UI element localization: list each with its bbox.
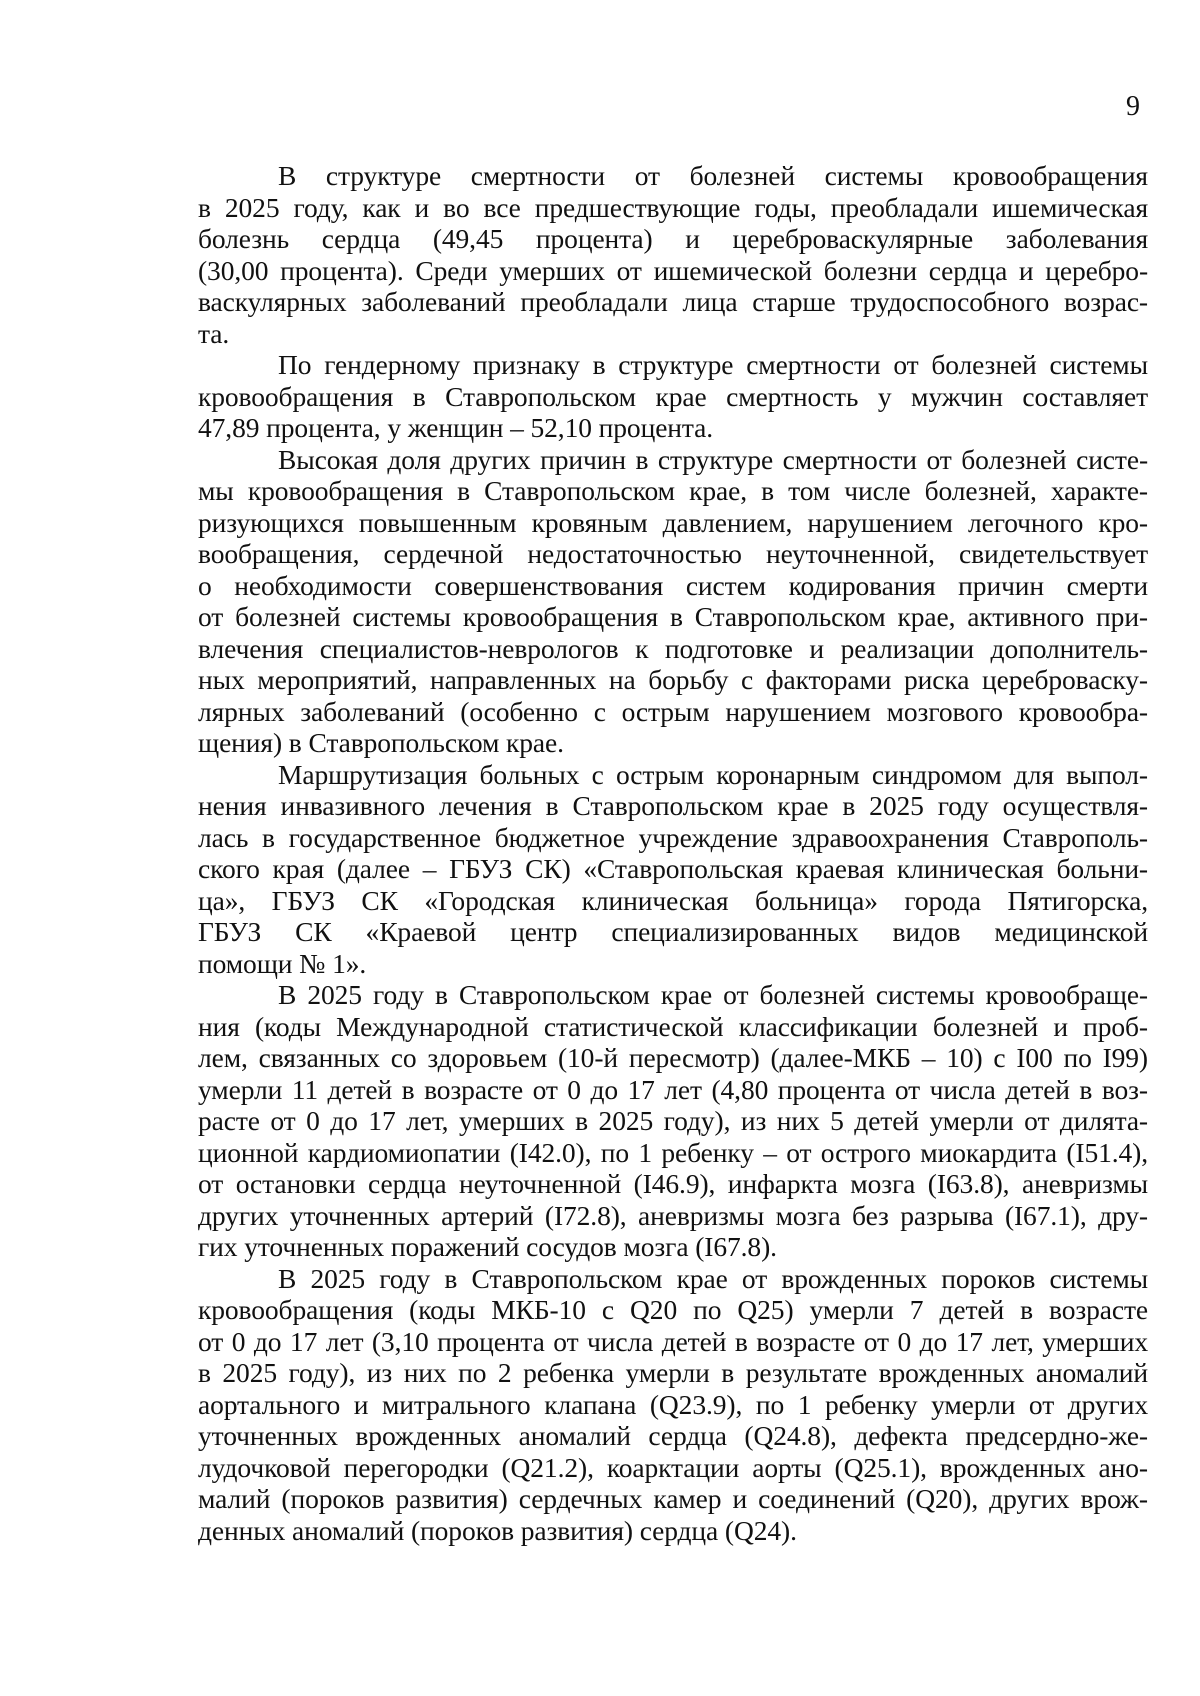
paragraph-line: Маршрутизация больных с острым коронарным синдромом для выпол- xyxy=(278,758,1148,790)
paragraph-line: лась в государственное бюджетное учреждение здравоохранения Ставрополь- xyxy=(198,821,1148,853)
paragraph-line: нения инвазивного лечения в Ставропольском крае в 2025 году осуществля- xyxy=(198,790,1148,821)
paragraph xyxy=(198,160,1148,349)
paragraph-line: мы кровообращения в Ставропольском крае, в том числе болезней, характе- xyxy=(198,475,1148,506)
paragraph-line: ца», ГБУЗ СК «Городская клиническая больница» города Пятигорска, xyxy=(198,884,1148,916)
paragraph xyxy=(198,759,1148,980)
paragraph-line: вообращения, сердечной недостаточностью неуточненной, свидетельствует xyxy=(198,538,1148,569)
paragraph-line: расте от 0 до 17 лет, умерших в 2025 году), из них 5 детей умерли от дилята- xyxy=(198,1105,1148,1136)
paragraph-line: В структуре смертности от болезней системы кровообращения xyxy=(278,160,1148,191)
paragraph-line: помощи № 1». xyxy=(198,947,367,979)
paragraph-line: денных аномалий (пороков развития) сердца (Q24). xyxy=(198,1514,797,1546)
paragraph-line: о необходимости совершенствования систем кодирования причин смерти xyxy=(198,569,1148,601)
paragraph xyxy=(198,1263,1148,1547)
paragraph-line: кровообращения (коды МКБ-10 с Q20 по Q25) умерли 7 детей в возрасте xyxy=(198,1294,1148,1325)
paragraph-line: ского края (далее – ГБУЗ СК) «Ставропольская краевая клиническая больни- xyxy=(198,853,1148,884)
paragraph-line: щения) в Ставропольском крае. xyxy=(198,727,564,758)
paragraph-line: от болезней системы кровообращения в Ставропольском крае, активного при- xyxy=(198,601,1148,632)
paragraph-line: лярных заболеваний (особенно с острым нарушением мозгового кровообра- xyxy=(198,695,1148,727)
paragraph-line: аортального и митрального клапана (Q23.9), по 1 ребенку умерли от других xyxy=(198,1388,1148,1420)
paragraph-line: в 2025 году, как и во все предшествующие годы, преобладали ишемическая xyxy=(198,191,1148,223)
paragraph xyxy=(198,444,1148,759)
page-number: 9 xyxy=(1126,91,1140,122)
paragraph-line: ГБУЗ СК «Краевой центр специализированных видов медицинской xyxy=(198,916,1148,947)
paragraph-line: васкулярных заболеваний преобладали лица старше трудоспособного возрас- xyxy=(198,286,1148,317)
paragraph-line: та. xyxy=(198,317,230,349)
document-body xyxy=(198,160,1148,1546)
paragraph xyxy=(198,349,1148,444)
paragraph-line: от остановки сердца неуточненной (I46.9), инфаркта мозга (I63.8), аневризмы xyxy=(198,1168,1148,1199)
paragraph-line: от 0 до 17 лет (3,10 процента от числа детей в возрасте от 0 до 17 лет, умерших xyxy=(198,1325,1148,1357)
paragraph-line: малий (пороков развития) сердечных камер и соединений (Q20), других врож- xyxy=(198,1483,1148,1514)
paragraph-line: В 2025 году в Ставропольском крае от болезней системы кровообраще- xyxy=(278,979,1148,1010)
paragraph-line: ных мероприятий, направленных на борьбу с факторами риска цереброваску- xyxy=(198,664,1148,695)
paragraph-line: лем, связанных со здоровьем (10-й пересмотр) (далее-МКБ – 10) с I00 по I99) xyxy=(198,1042,1148,1073)
paragraph-line: По гендерному признаку в структуре смертности от болезней системы xyxy=(278,349,1148,380)
paragraph-line: 47,89 процента, у женщин – 52,10 процента. xyxy=(198,412,714,443)
paragraph-line: ния (коды Международной статистической классификации болезней и проб- xyxy=(198,1010,1148,1042)
paragraph-line: уточненных врожденных аномалий сердца (Q24.8), дефекта предсердно-же- xyxy=(198,1420,1148,1451)
paragraph-line: В 2025 году в Ставропольском крае от врожденных пороков системы xyxy=(278,1262,1148,1294)
paragraph-line: Высокая доля других причин в структуре смертности от болезней систе- xyxy=(278,443,1148,475)
paragraph-line: (30,00 процента). Среди умерших от ишемической болезни сердца и церебро- xyxy=(198,254,1148,286)
paragraph-line: гих уточненных поражений сосудов мозга (I67.8). xyxy=(198,1231,777,1262)
paragraph-line: кровообращения в Ставропольском крае смертность у мужчин составляет xyxy=(198,380,1148,412)
paragraph-line: в 2025 году), из них по 2 ребенка умерли в результате врожденных аномалий xyxy=(198,1357,1148,1388)
paragraph-line: ризующихся повышенным кровяным давлением, нарушением легочного кро- xyxy=(198,506,1148,538)
paragraph-line: умерли 11 детей в возрасте от 0 до 17 лет (4,80 процента от числа детей в воз- xyxy=(198,1073,1148,1105)
paragraph-line: ционной кардиомиопатии (I42.0), по 1 ребенку – от острого миокардита (I51.4), xyxy=(198,1136,1148,1168)
paragraph xyxy=(198,979,1148,1263)
paragraph-line: лудочковой перегородки (Q21.2), коарктации аорты (Q25.1), врожденных ано- xyxy=(198,1451,1148,1483)
paragraph-line: влечения специалистов-неврологов к подготовке и реализации дополнитель- xyxy=(198,632,1148,664)
paragraph-line: болезнь сердца (49,45 процента) и цереброваскулярные заболевания xyxy=(198,223,1148,254)
paragraph-line: других уточненных артерий (I72.8), аневризмы мозга без разрыва (I67.1), дру- xyxy=(198,1199,1148,1231)
